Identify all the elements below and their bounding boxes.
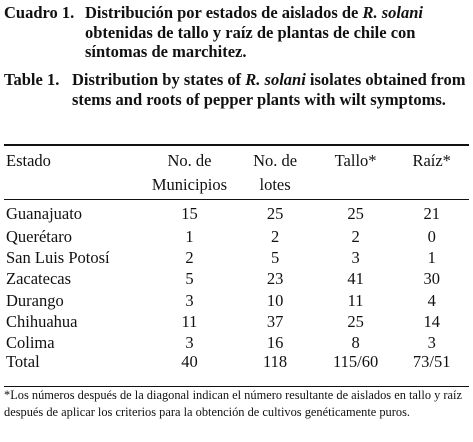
table-row [4,332,469,353]
table-total-row [4,353,469,371]
cell-raiz: 30 [423,269,440,289]
header-lotes [233,146,316,199]
cell-raiz: 14 [423,311,440,331]
isolates-table [4,146,469,371]
table-header-row [4,146,469,199]
table-row [4,247,469,268]
cell-raiz: 1 [427,248,436,268]
cell-municipios: 5 [185,269,194,289]
header-line: No. de [167,151,212,170]
cell-lotes: 37 [266,311,284,331]
table-footnote: *Los números después de la diagonal indican el número resultante de aislados en tallo y raíz después de aplicar los criterios para la obtención de cultivos genéticamente puros. [4,388,462,419]
cell-tallo: 115/60 [332,352,379,372]
header-line: No. de [253,151,298,170]
cell-tallo: 3 [351,248,360,268]
cell-municipios: 15 [181,204,198,224]
caption-english-text-end: isolates obtained from stems and roots of pepper plants with wilt symptoms. [72,70,466,109]
cell-estado: Durango [6,290,64,310]
table-row [4,268,469,289]
table-row [4,199,469,226]
caption-english-text-start: Distribution by states of [72,70,246,89]
cell-tallo: 25 [347,204,364,224]
table-row [4,290,469,311]
cell-estado: Total [6,352,40,372]
header-municipios [146,146,234,199]
table-body [4,199,469,371]
caption-spanish [4,3,473,62]
header-estado: Estado [6,151,51,170]
caption-english-label: Table 1. [4,70,60,89]
caption-spanish-text [85,3,473,62]
cell-municipios: 3 [185,333,194,353]
header-line: Municipios [151,175,228,194]
header-line: lotes [259,175,291,194]
table-row [4,311,469,332]
cell-tallo: 41 [347,269,364,289]
caption-english-text [72,70,473,109]
caption-spanish-species: R. solani [362,3,424,22]
cell-raiz: 0 [427,227,436,246]
cell-lotes: 5 [270,248,280,268]
cell-estado: Zacatecas [6,269,72,289]
cell-estado: San Luis Potosí [6,248,110,268]
header-raiz: Raíz* [412,151,451,170]
caption-spanish-text-end: obtenidas de tallo y raíz de plantas de chile con síntomas de marchitez. [85,22,416,61]
caption-spanish-text-start: Distribución por estados de aislados de [85,3,363,22]
cell-raiz: 73/51 [412,352,451,372]
cell-municipios: 3 [185,290,194,310]
cell-lotes: 23 [266,269,284,289]
cell-raiz: 3 [427,333,436,353]
cell-tallo: 25 [347,311,364,331]
cell-lotes: 16 [266,333,284,353]
caption-english-species: R. solani [245,70,306,89]
cell-tallo: 11 [347,290,364,310]
cell-lotes: 10 [266,290,284,310]
caption-english [4,70,473,109]
cell-lotes: 25 [266,204,284,224]
cell-lotes: 2 [270,227,280,246]
cell-lotes: 118 [263,352,288,372]
cell-estado: Colima [6,333,55,353]
cell-estado: Chihuahua [6,311,78,331]
cell-municipios: 40 [181,352,198,372]
cell-tallo: 8 [351,333,360,353]
cell-estado: Querétaro [6,227,72,246]
cell-municipios: 1 [185,227,194,246]
cell-municipios: 2 [185,248,194,268]
cell-municipios: 11 [181,311,198,331]
cell-raiz: 4 [427,290,436,310]
header-tallo: Tallo* [334,151,377,170]
cell-tallo: 2 [351,227,360,246]
cell-estado: Guanajuato [6,204,83,224]
cell-raiz: 21 [423,204,440,224]
table-row [4,226,469,247]
caption-spanish-label: Cuadro 1. [4,3,75,22]
